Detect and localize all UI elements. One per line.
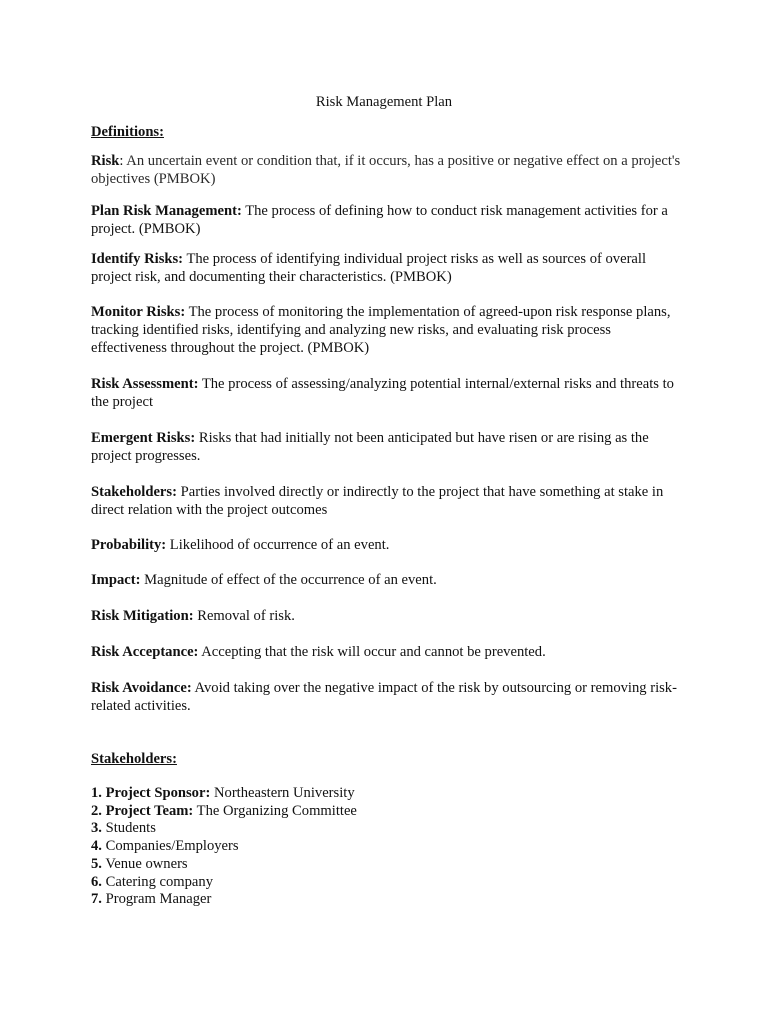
definition-plan-risk-management (91, 202, 687, 238)
definition-term: Risk Assessment: (91, 376, 199, 392)
list-item-number: 2. (91, 802, 102, 819)
definition-emergent-risks (91, 429, 687, 465)
stakeholders-heading: Stakeholders: (91, 751, 177, 767)
list-item (91, 785, 651, 803)
stakeholders-list (91, 785, 651, 909)
stakeholder-name: Northeastern University (213, 785, 355, 801)
definition-term: Risk Mitigation: (91, 608, 194, 624)
definition-term: Emergent Risks: (91, 430, 196, 446)
definition-text: The process of assessing/analyzing potential internal/external risks and threats to the project (91, 376, 674, 410)
definition-probability (91, 536, 687, 554)
list-item (91, 891, 651, 909)
list-item-number: 3. (91, 820, 102, 837)
list-item (91, 874, 651, 892)
definition-term: Plan Risk Management: (91, 203, 242, 219)
definition-separator: : (119, 153, 127, 169)
stakeholder-name: Catering company (105, 873, 214, 890)
list-item (91, 856, 651, 874)
definition-term: Identify Risks: (91, 251, 184, 267)
definition-text: Magnitude of effect of the occurrence of an event. (144, 572, 437, 588)
stakeholder-name: Program Manager (105, 891, 212, 908)
definition-monitor-risks (91, 303, 687, 357)
stakeholder-role: Project Sponsor: (105, 785, 211, 801)
definition-text: Likelihood of occurrence of an event. (169, 537, 390, 553)
stakeholder-name: Venue owners (105, 855, 188, 872)
definition-text: Avoid taking over the negative impact of the risk by outsourcing or removing risk-related activities. (91, 680, 677, 714)
definition-term: Risk Avoidance: (91, 680, 192, 696)
definition-text: The process of defining how to conduct risk management activities for a project. (PMBOK) (91, 203, 668, 237)
definition-text: An uncertain event or condition that, if it occurs, has a positive or negative effect on a project's objectives (PMBOK) (91, 153, 681, 187)
definition-risk-acceptance (91, 643, 687, 661)
definition-identify-risks (91, 250, 687, 286)
definition-term: Risk Acceptance: (91, 644, 199, 660)
list-item-number: 6. (91, 873, 102, 890)
stakeholder-name: The Organizing Committee (196, 802, 357, 819)
document-title: Risk Management Plan (315, 94, 453, 110)
list-item (91, 820, 651, 838)
definition-impact (91, 571, 687, 589)
definition-text: Removal of risk. (197, 608, 295, 624)
definition-text: Accepting that the risk will occur and cannot be prevented. (201, 644, 546, 660)
definition-risk-assessment (91, 375, 687, 411)
definition-term: Monitor Risks: (91, 304, 186, 320)
definition-stakeholders (91, 483, 687, 519)
definition-term: Probability: (91, 537, 167, 553)
list-item-number: 4. (91, 838, 102, 855)
list-item-number: 1. (91, 785, 102, 801)
definitions-heading: Definitions: (91, 124, 164, 140)
list-item (91, 803, 651, 821)
definition-text: Parties involved directly or indirectly to the project that have something at stake in direct relation with the project outcomes (91, 484, 664, 518)
definition-term: Impact: (91, 572, 141, 588)
stakeholder-name: Companies/Employers (105, 838, 239, 855)
definition-risk-mitigation (91, 607, 687, 625)
definition-text: The process of identifying individual project risks as well as sources of overall project risk, and documenting their characteristics. (PMBOK) (91, 251, 647, 285)
definition-text: The process of monitoring the implementation of agreed-upon risk response plans, tracking identified risks, identifying and analyzing new risks, and evaluating risk process effectiveness throughout the project. (PMBOK) (91, 304, 671, 356)
definition-risk (91, 152, 687, 188)
stakeholder-role: Project Team: (105, 802, 194, 819)
definition-text: Risks that had initially not been anticipated but have risen or are rising as the project progresses. (91, 430, 649, 464)
definition-term: Stakeholders: (91, 484, 177, 500)
list-item-number: 5. (91, 855, 102, 872)
list-item-number: 7. (91, 891, 102, 908)
definition-risk-avoidance (91, 679, 687, 715)
definition-term: Risk (91, 153, 120, 169)
list-item (91, 838, 651, 856)
stakeholder-name: Students (105, 820, 156, 837)
